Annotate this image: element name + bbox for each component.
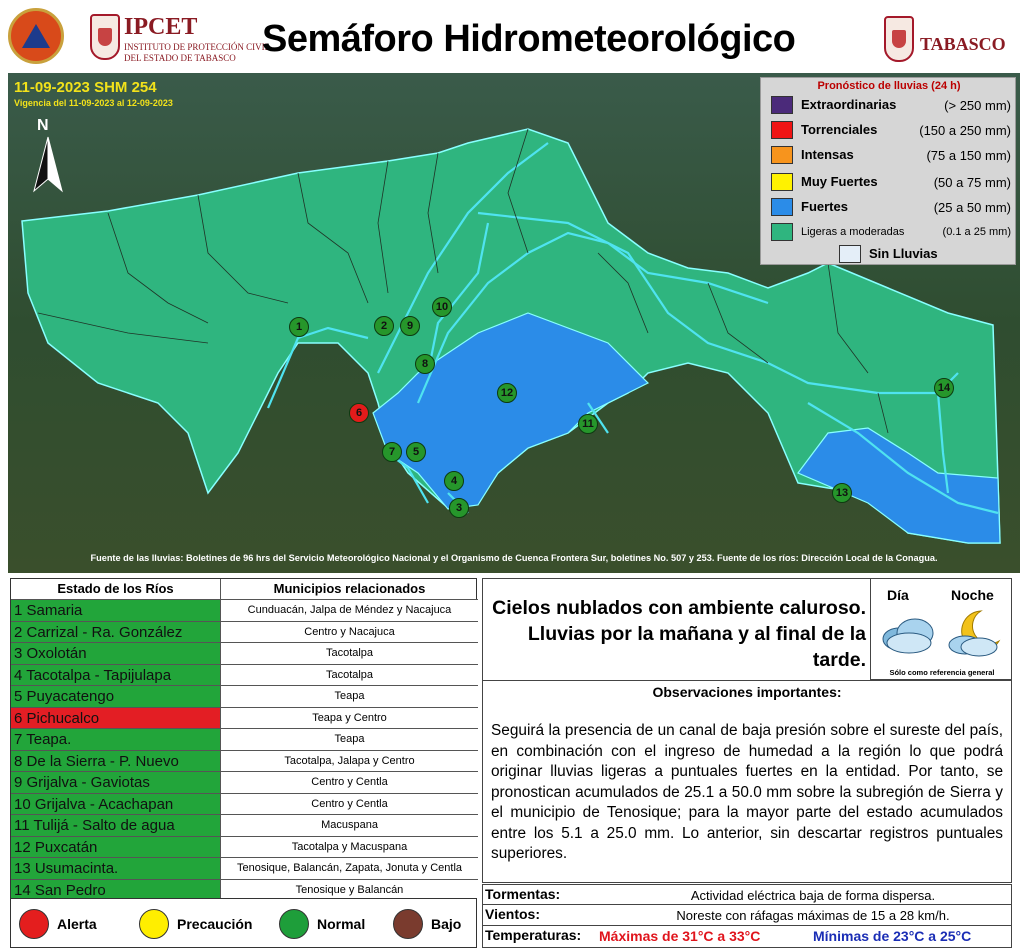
- river-name: 5 Puyacatengo: [11, 686, 220, 707]
- rivers-status-table: [10, 578, 477, 898]
- legend-name: Ligeras a moderadas: [801, 226, 905, 238]
- state-name: TABASCO: [920, 34, 1006, 54]
- river-marker[interactable]: 3: [449, 498, 469, 518]
- legend-row: [771, 171, 1011, 193]
- river-name: 12 Puxcatán: [11, 837, 220, 858]
- river-marker[interactable]: 9: [400, 316, 420, 336]
- river-marker[interactable]: 11: [578, 414, 598, 434]
- observations-panel: [482, 680, 1012, 883]
- org-name: IPCET: [124, 14, 198, 40]
- status-label: Bajo: [431, 916, 462, 932]
- river-marker[interactable]: 10: [432, 297, 452, 317]
- river-marker[interactable]: 6: [349, 403, 369, 423]
- river-name: 7 Teapa.: [11, 729, 220, 750]
- legend-name: Sin Lluvias: [869, 246, 938, 261]
- river-name: 13 Usumacinta.: [11, 858, 220, 879]
- status-label: Alerta: [57, 916, 97, 932]
- winds-value: Noreste con ráfagas máximas de 15 a 28 km/h.: [676, 908, 950, 923]
- river-municipalities: Tacotalpa: [220, 643, 478, 664]
- north-label: N: [37, 117, 49, 134]
- night-label: Noche: [951, 587, 994, 603]
- page-title: Semáforo Hidrometeorológico: [262, 18, 796, 60]
- river-name: 2 Carrizal - Ra. González: [11, 622, 220, 643]
- river-row: [11, 599, 478, 621]
- river-row: [11, 750, 478, 772]
- bulletin-date-code: 11-09-2023 SHM 254: [14, 79, 157, 96]
- river-municipalities: Tacotalpa: [220, 665, 478, 686]
- day-label: Día: [887, 587, 909, 603]
- legend-name: Extraordinarias: [801, 97, 897, 112]
- org-subtitle-1: INSTITUTO DE PROTECCIÓN CIVIL: [124, 42, 271, 52]
- river-row: [11, 857, 478, 879]
- legend-row: [839, 243, 999, 265]
- river-marker[interactable]: 4: [444, 471, 464, 491]
- bulletin-validity: Vigencia del 11-09-2023 al 12-09-2023: [14, 98, 173, 108]
- temperatures-label: Temperaturas:: [485, 927, 582, 943]
- ipcet-coat-of-arms-icon: [90, 14, 120, 60]
- river-name: 4 Tacotalpa - Tapijulapa: [11, 665, 220, 686]
- legend-range: (50 a 75 mm): [933, 175, 1011, 190]
- river-row: [11, 707, 478, 729]
- river-row: [11, 621, 478, 643]
- temp-max-value: Máximas de 31°C a 33°C: [599, 928, 761, 944]
- org-subtitle-2: DEL ESTADO DE TABASCO: [124, 53, 236, 63]
- status-low-dot-icon: [393, 909, 423, 939]
- temperatures-row: [482, 926, 1012, 948]
- river-row: [11, 642, 478, 664]
- winds-label: Vientos:: [485, 906, 540, 922]
- legend-range: (150 a 250 mm): [919, 123, 1011, 138]
- river-row: [11, 771, 478, 793]
- river-municipalities: Tacotalpa, Jalapa y Centro: [220, 751, 478, 772]
- river-municipalities: Macuspana: [220, 815, 478, 836]
- legend-row: [771, 94, 1011, 116]
- river-name: 9 Grijalva - Gaviotas: [11, 772, 220, 793]
- legend-swatch: [771, 223, 793, 241]
- river-marker[interactable]: 5: [406, 442, 426, 462]
- river-municipalities: Teapa: [220, 686, 478, 707]
- status-legend: [10, 898, 477, 948]
- river-row: [11, 879, 478, 901]
- observations-body: Seguirá la presencia de un canal de baja presión sobre el sureste del país, en combinación con el ingreso de humedad a la región lo que podrá originar lluvias ligeras a puntuales fuertes en la entidad. Por tanto, se pronostican acumulados de 25.1 a 50.0 mm sobre la subregión de Sierra y el municipio de Tenosique; para la mayor parte del estado acumulados entre los 5.1 a 25.0 mm. Lo anterior, sin descartar registros puntuales superiores.: [491, 722, 1003, 862]
- river-name: 8 De la Sierra - P. Nuevo: [11, 751, 220, 772]
- legend-name: Intensas: [801, 147, 854, 162]
- river-municipalities: Teapa: [220, 729, 478, 750]
- legend-swatch: [771, 198, 793, 216]
- river-name: 14 San Pedro: [11, 880, 220, 901]
- observations-title: Observaciones importantes:: [652, 684, 842, 700]
- legend-swatch: [771, 121, 793, 139]
- river-municipalities: Centro y Centla: [220, 772, 478, 793]
- river-row: [11, 685, 478, 707]
- river-marker[interactable]: 14: [934, 378, 954, 398]
- legend-range: (> 250 mm): [944, 98, 1011, 113]
- legend-name: Torrenciales: [801, 122, 878, 137]
- river-marker[interactable]: 13: [832, 483, 852, 503]
- river-row: [11, 664, 478, 686]
- status-label: Precaución: [177, 916, 253, 932]
- legend-range: (75 a 150 mm): [926, 148, 1011, 163]
- status-normal-dot-icon: [279, 909, 309, 939]
- rivers-column-header: Estado de los Ríos: [57, 581, 174, 596]
- river-municipalities: Centro y Centla: [220, 794, 478, 815]
- river-marker[interactable]: 12: [497, 383, 517, 403]
- legend-swatch: [771, 96, 793, 114]
- river-marker[interactable]: 1: [289, 317, 309, 337]
- storms-value: Actividad eléctrica baja de forma dispersa.: [690, 888, 936, 903]
- river-name: 11 Tulijá - Salto de agua: [11, 815, 220, 836]
- map-source-note: Fuente de las lluvias: Boletines de 96 hrs del Servicio Meteorológico Nacional y el Organismo de Cuenca Frontera Sur, boletines No. 507 y 253. Fuente de los ríos: Dirección Local de la Conagua.: [90, 553, 938, 563]
- river-municipalities: Centro y Nacajuca: [220, 622, 478, 643]
- temp-min-value: Mínimas de 23°C a 25°C: [813, 928, 972, 944]
- river-name: 6 Pichucalco: [11, 708, 220, 729]
- river-municipalities: Teapa y Centro: [220, 708, 478, 729]
- municipios-column-header: Municipios relacionados: [220, 579, 478, 599]
- civil-protection-seal-icon: [8, 8, 64, 64]
- status-alert-dot-icon: [19, 909, 49, 939]
- river-marker[interactable]: 7: [382, 442, 402, 462]
- river-row: [11, 793, 478, 815]
- legend-title: Pronóstico de lluvias (24 h): [817, 80, 961, 92]
- legend-row: [771, 196, 1011, 218]
- legend-row: [771, 221, 1011, 243]
- river-municipalities: Tenosique y Balancán: [220, 880, 478, 901]
- legend-swatch: [839, 245, 861, 263]
- forecast-map: [8, 73, 1020, 573]
- storms-label: Tormentas:: [485, 886, 561, 902]
- river-municipalities: Tenosique, Balancán, Zapata, Jonuta y Centla: [220, 858, 478, 879]
- river-municipalities: Tacotalpa y Macuspana: [220, 837, 478, 858]
- header: [0, 0, 1024, 72]
- rain-legend: [760, 77, 1016, 265]
- storms-row: [482, 884, 1012, 905]
- cloudy-night-icon: [943, 607, 1007, 659]
- river-row: [11, 814, 478, 836]
- status-caution-dot-icon: [139, 909, 169, 939]
- legend-row: [771, 119, 1011, 141]
- legend-range: (25 a 50 mm): [933, 200, 1011, 215]
- river-marker[interactable]: 8: [415, 354, 435, 374]
- cloudy-icon: [879, 609, 941, 657]
- legend-swatch: [771, 173, 793, 191]
- legend-swatch: [771, 146, 793, 164]
- general-forecast: [482, 578, 870, 680]
- river-row: [11, 728, 478, 750]
- river-row: [11, 836, 478, 858]
- legend-name: Fuertes: [801, 199, 848, 214]
- legend-row: [771, 144, 1011, 166]
- legend-name: Muy Fuertes: [801, 174, 878, 189]
- tabasco-coat-of-arms-icon: [884, 16, 914, 62]
- icons-note: Sólo como referencia general: [889, 668, 995, 677]
- river-name: 10 Grijalva - Acachapan: [11, 794, 220, 815]
- forecast-text: Cielos nublados con ambiente caluroso. Lluvias por la mañana y al final de la tarde.: [492, 597, 866, 671]
- legend-range: (0.1 a 25 mm): [942, 226, 1011, 238]
- river-name: 1 Samaria: [11, 600, 220, 621]
- river-municipalities: Cunduacán, Jalpa de Méndez y Nacajuca: [220, 600, 478, 621]
- north-arrow-icon: [26, 119, 70, 199]
- status-label: Normal: [317, 916, 366, 932]
- river-marker[interactable]: 2: [374, 316, 394, 336]
- river-name: 3 Oxolotán: [11, 643, 220, 664]
- winds-row: [482, 905, 1012, 926]
- day-night-panel: [870, 578, 1012, 680]
